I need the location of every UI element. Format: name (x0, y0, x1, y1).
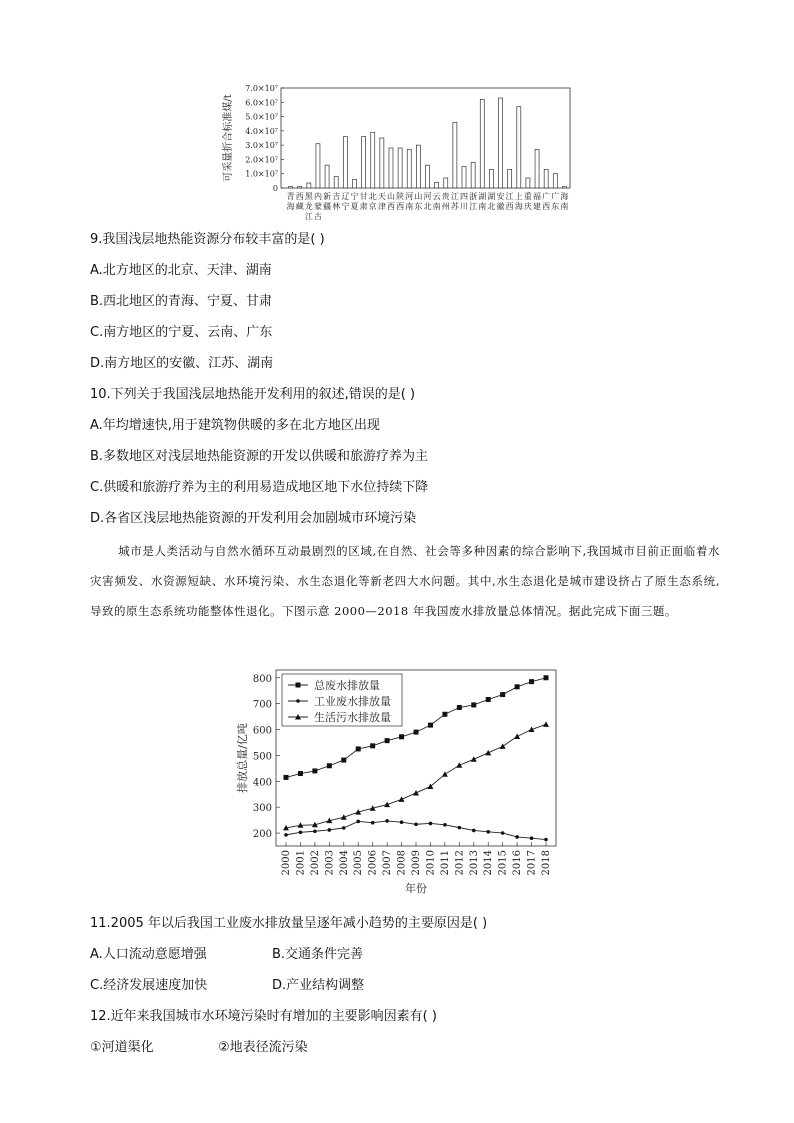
bar-category-label: 辽 (341, 192, 350, 201)
series-1-point (457, 705, 462, 710)
series-1-point (544, 675, 549, 680)
series-1-point (327, 763, 332, 768)
bar-广东 (553, 174, 557, 188)
bar-category-label: 陕 (396, 192, 405, 201)
bar-宁夏 (352, 179, 356, 188)
series-1-point (471, 702, 476, 707)
bar-category-label: 州 (441, 202, 450, 211)
series-2-point (328, 828, 332, 832)
bar-category-label: 安 (496, 192, 505, 201)
series-1-point (486, 697, 491, 702)
series-3-point (500, 743, 506, 749)
line-x-tick-label: 2007 (382, 850, 394, 876)
series-2-point (472, 829, 476, 833)
series-1-point (442, 712, 447, 717)
bar-福建 (535, 149, 539, 188)
line-x-tick-label: 2013 (468, 850, 480, 876)
series-2-point (414, 822, 418, 826)
series-2-point (429, 822, 433, 826)
bar-category-label: 疆 (323, 202, 332, 211)
bar-西藏 (298, 187, 302, 188)
series-3-point (442, 771, 448, 777)
bar-category-label: 西 (505, 202, 514, 211)
bar-category-label: 南 (405, 202, 414, 211)
series-2-point (342, 826, 346, 830)
series-1-point (385, 738, 390, 743)
bar-四川 (462, 167, 466, 188)
bar-category-label: 海 (286, 202, 295, 211)
bar-category-label: 青 (286, 192, 295, 201)
line-x-tick-label: 2008 (396, 850, 408, 876)
bar-category-label: 上 (514, 192, 523, 201)
bar-category-label: 东 (551, 202, 560, 211)
series-2-point (284, 833, 288, 837)
q9-option-d[interactable]: D.南方地区的安徽、江苏、湖南 (90, 356, 274, 371)
series-2-point (486, 830, 490, 834)
series-3-point (529, 727, 535, 733)
bar-category-label: 江 (450, 192, 459, 201)
line-x-tick-label: 2004 (338, 850, 350, 876)
bar-category-label: 宁 (350, 192, 359, 201)
bar-category-label: 福 (533, 192, 542, 201)
bar-category-label: 广 (542, 192, 551, 201)
series-1-point (341, 758, 346, 763)
line-x-tick-label: 2016 (512, 850, 524, 876)
bar-湖南 (480, 99, 484, 188)
series-1-point (298, 771, 303, 776)
bar-海南 (562, 187, 566, 188)
bar-category-label: 浙 (469, 192, 478, 201)
q11-option-b[interactable]: B.交通条件完善 (272, 947, 364, 962)
bar-天津 (380, 138, 384, 188)
bar-category-label: 海 (514, 202, 523, 211)
bar-category-label: 北 (368, 192, 377, 201)
bar-category-label: 黑 (304, 192, 313, 201)
legend-marker (296, 683, 301, 688)
q9-option-b[interactable]: B.西北地区的青海、宁夏、甘肃 (90, 294, 273, 309)
series-1-point (356, 746, 361, 751)
series-2-point (530, 836, 534, 840)
bar-category-label: 京 (368, 202, 377, 211)
bar-y-tick-label: 3.0×10⁷ (245, 141, 278, 151)
bar-category-label: 林 (332, 202, 341, 211)
line-x-tick-label: 2015 (497, 850, 509, 876)
bar-category-label: 西 (386, 202, 395, 211)
bar-y-tick-label: 7.0×10⁷ (245, 84, 278, 93)
bar-category-label: 南 (560, 202, 569, 211)
bar-y-tick-label: 1.0×10⁷ (245, 169, 278, 179)
line-x-tick-label: 2003 (324, 850, 336, 876)
bar-y-axis-label: 可采量折合标准煤/t (223, 94, 234, 182)
series-2-point (371, 821, 375, 825)
series-1-point (515, 684, 520, 689)
series-3-point (471, 756, 477, 762)
q9-option-c[interactable]: C.南方地区的宁夏、云南、广东 (90, 325, 273, 340)
series-2-point (515, 835, 519, 839)
q10-option-c[interactable]: C.供暖和旅游疗养为主的利用易造成地区地下水位持续下降 (90, 480, 429, 495)
series-2-point (356, 820, 360, 824)
line-x-tick-label: 2014 (483, 850, 495, 876)
q10-option-a[interactable]: A.年均增速快,用于建筑物供暖的多在北方地区出现 (90, 418, 380, 433)
bar-河南 (407, 149, 411, 188)
series-2-point (313, 829, 317, 833)
bar-category-label: 建 (533, 202, 542, 211)
bar-y-tick-label: 4.0×10⁷ (245, 126, 278, 136)
bar-河北 (426, 165, 430, 188)
bar-category-label: 江 (469, 202, 478, 211)
bar-category-label: 蒙 (313, 202, 322, 211)
bar-category-label: 河 (423, 192, 432, 201)
line-y-tick-label: 600 (252, 725, 272, 737)
series-1-point (399, 734, 404, 739)
bar-category-label: 江 (505, 192, 514, 201)
line-x-tick-label: 2010 (425, 850, 437, 876)
bar-category-label: 川 (460, 202, 469, 211)
line-y-tick-label: 500 (252, 751, 272, 763)
bar-category-label: 重 (523, 192, 532, 201)
bar-category-label: 天 (377, 192, 386, 201)
series-3-point (456, 762, 462, 768)
series-2-point (501, 831, 505, 835)
bar-category-label: 藏 (295, 202, 304, 211)
bar-category-label: 湖 (478, 192, 487, 201)
bar-category-label: 北 (487, 202, 496, 211)
bar-广西 (544, 169, 548, 188)
bar-山东 (416, 145, 420, 188)
line-y-tick-label: 300 (252, 803, 272, 815)
bar-category-label: 徽 (496, 202, 505, 211)
bar-重庆 (526, 178, 530, 188)
bar-category-label: 津 (377, 202, 386, 211)
bar-category-label: 吉 (332, 192, 341, 201)
series-3-point (514, 734, 520, 740)
line-x-tick-label: 2005 (353, 850, 365, 876)
bar-category-label: 江 (304, 212, 313, 221)
series-3-point (413, 790, 419, 796)
series-1-point (312, 768, 317, 773)
bar-y-tick-label: 5.0×10⁷ (245, 112, 278, 122)
series-3-point (543, 721, 549, 727)
line-x-tick-label: 2012 (454, 850, 466, 876)
series-3-point (341, 814, 347, 820)
bar-甘肃 (362, 137, 366, 188)
line-y-tick-label: 700 (252, 699, 272, 711)
q11-option-c[interactable]: C.经济发展速度加快 (90, 978, 208, 993)
series-1-point (284, 775, 289, 780)
bar-category-label: 龙 (304, 202, 313, 211)
bar-山西 (389, 148, 393, 188)
line-x-tick-label: 2009 (411, 850, 422, 876)
bar-category-label: 山 (386, 192, 395, 201)
series-2-point (544, 838, 548, 842)
bar-category-label: 内 (313, 192, 322, 201)
bar-category-label: 庆 (523, 202, 532, 211)
series-2-point (299, 830, 303, 834)
bar-安徽 (499, 98, 503, 188)
series-2-point (458, 826, 462, 830)
q12-stem: 12.近年来我国城市水环境污染时有增加的主要影响因素有( ) (90, 1009, 437, 1024)
bar-上海 (517, 107, 521, 188)
bar-陕西 (398, 148, 402, 188)
q10-option-b[interactable]: B.多数地区对浅层地热能资源的开发以供暖和旅游疗养为主 (90, 449, 429, 464)
bar-category-label: 新 (323, 192, 332, 201)
bar-category-label: 广 (551, 192, 560, 201)
legend-marker (296, 699, 300, 703)
line-x-tick-label: 2001 (295, 850, 307, 876)
bar-category-label: 东 (414, 202, 423, 211)
bar-category-label: 夏 (350, 202, 359, 211)
series-2-point (385, 819, 389, 823)
bar-吉林 (334, 177, 338, 188)
bar-category-label: 四 (460, 192, 469, 201)
line-x-tick-label: 2006 (367, 850, 379, 876)
legend-label: 工业废水排放量 (314, 695, 391, 708)
bar-category-label: 宁 (341, 202, 350, 211)
line-x-tick-label: 2000 (281, 850, 292, 876)
bar-y-tick-label: 0 (272, 184, 278, 193)
series-1-point (428, 723, 433, 728)
bar-category-label: 西 (542, 202, 551, 211)
bar-category-label: 河 (405, 192, 414, 201)
line-x-tick-label: 2018 (541, 850, 552, 876)
bar-黑龙江 (307, 183, 311, 188)
line-series-3 (286, 724, 546, 828)
bar-category-label: 北 (423, 202, 432, 211)
line-x-tick-label: 2011 (439, 850, 451, 876)
line-y-axis-label: 排放总量/亿吨 (236, 723, 249, 793)
bar-category-label: 肃 (359, 202, 368, 211)
wastewater-line-chart (232, 666, 562, 898)
q12-option-1[interactable]: ①河道渠化 (90, 1040, 154, 1055)
line-y-tick-label: 200 (252, 829, 272, 841)
bar-y-tick-label: 6.0×10⁷ (245, 98, 278, 108)
line-x-axis-label: 年份 (405, 882, 427, 895)
bar-category-label: 贵 (441, 192, 450, 201)
series-1-point (370, 743, 375, 748)
bar-青海 (289, 187, 293, 188)
series-1-point (414, 730, 419, 735)
series-3-point (384, 802, 390, 808)
bar-category-label: 南 (478, 202, 487, 211)
bar-category-label: 苏 (450, 202, 459, 211)
q10-option-d[interactable]: D.各省区浅层地热能资源的开发利用会加剧城市环境污染 (90, 511, 417, 526)
q11-stem: 11.2005 年以后我国工业废水排放量呈逐年减小趋势的主要原因是( ) (90, 916, 488, 931)
q10-stem: 10.下列关于我国浅层地热能开发利用的叙述,错误的是( ) (90, 387, 416, 402)
bar-category-label: 海 (560, 192, 569, 201)
bar-category-label: 湖 (487, 192, 496, 201)
line-x-tick-label: 2002 (309, 850, 321, 876)
bar-江苏 (453, 122, 457, 188)
bar-category-label: 云 (432, 192, 441, 201)
bar-北京 (371, 132, 375, 188)
bar-云南 (435, 182, 439, 188)
geothermal-bar-chart (215, 80, 585, 230)
bar-category-label: 古 (313, 212, 322, 221)
bar-浙江 (471, 162, 475, 188)
bar-y-tick-label: 2.0×10⁷ (245, 155, 278, 165)
bar-内蒙古 (316, 144, 320, 188)
q9-stem: 9.我国浅层地热能资源分布较丰富的是( ) (90, 232, 325, 247)
passage-text: 城市是人类活动与自然水循环互动最剧烈的区域,在自然、社会等多种因素的综合影响下,我国城市目前正面临着水灾害频发、水资源短缺、水环境污染、水生态退化等新老四大水问题。其中,水生态退化是城市建设挤占了原生态系统,导致的原生态系统功能整体性退化。下图示意 2000—2018 年我国废水排放量总体情况。据此完成下面三题。 (90, 544, 720, 618)
q9-option-a[interactable]: A.北方地区的北京、天津、湖南 (90, 263, 272, 278)
bar-江西 (508, 169, 512, 188)
q12-option-2[interactable]: ②地表径流污染 (218, 1040, 308, 1055)
q11-option-a[interactable]: A.人口流动意愿增强 (90, 947, 207, 962)
passage (90, 536, 720, 626)
line-y-tick-label: 800 (252, 673, 272, 685)
series-2-point (443, 823, 447, 827)
series-1-point (500, 692, 505, 697)
legend-label: 生活污水排放量 (314, 711, 391, 724)
bar-贵州 (444, 178, 448, 188)
bar-category-label: 西 (295, 192, 304, 201)
series-1-point (529, 679, 534, 684)
series-3-point (485, 750, 491, 756)
q11-option-d[interactable]: D.产业结构调整 (272, 978, 365, 993)
bar-湖北 (489, 169, 493, 188)
series-3-point (399, 796, 405, 802)
bar-category-label: 甘 (359, 192, 368, 201)
bar-category-label: 南 (432, 202, 441, 211)
line-y-tick-label: 400 (252, 777, 272, 789)
bar-category-label: 山 (414, 192, 423, 201)
bar-新疆 (325, 165, 329, 188)
line-x-tick-label: 2017 (526, 850, 538, 876)
bar-category-label: 西 (396, 202, 405, 211)
series-2-point (400, 820, 404, 824)
legend-label: 总废水排放量 (314, 679, 380, 692)
bar-辽宁 (343, 137, 347, 188)
